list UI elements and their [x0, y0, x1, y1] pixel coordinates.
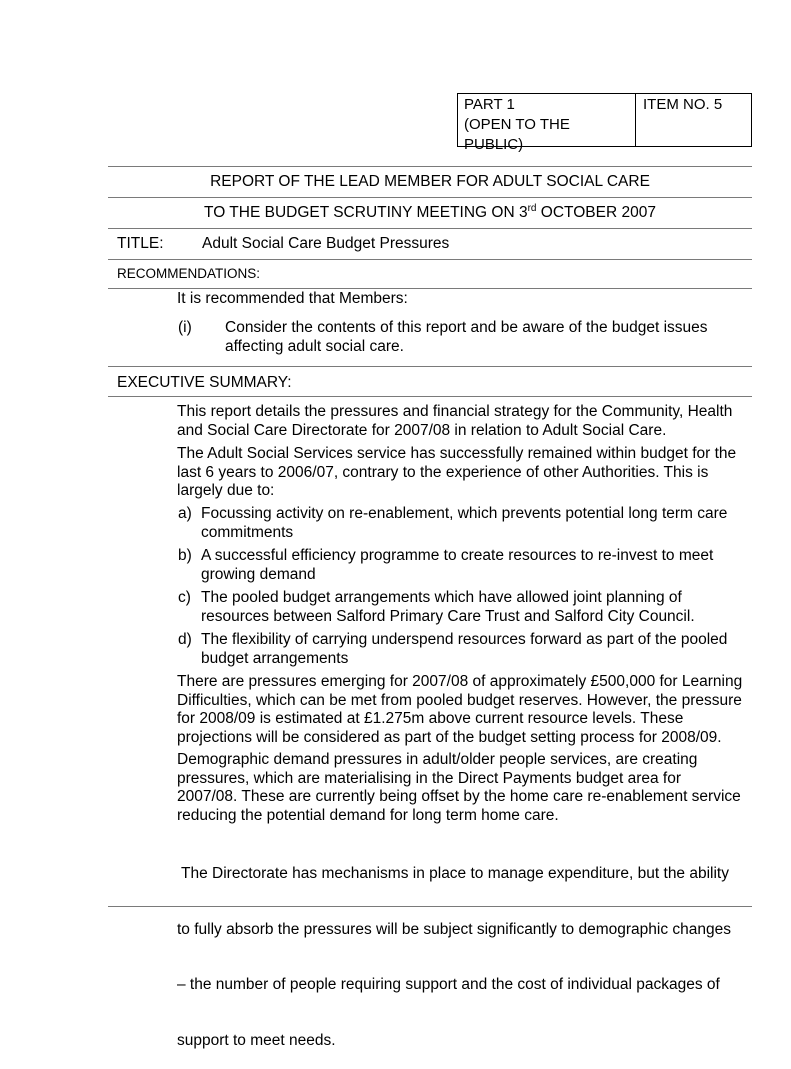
divider [108, 396, 752, 397]
text-line: – the number of people requiring support and the cost of individual packages of [177, 976, 720, 993]
text-line: The pooled budget arrangements which have allowed joint planning of [201, 589, 682, 606]
text-line: reducing the potential demand for long term home care. [177, 806, 559, 824]
text-line: This report details the pressures and financial strategy for the Community, Health [177, 403, 733, 420]
part-line: PART 1 [464, 96, 515, 113]
text-line: affecting adult social care. [225, 337, 404, 355]
text-line: 2007/08. These are currently being offset by the home care re-enablement service [177, 788, 741, 805]
text-line: and Social Care Directorate for 2007/08 in relation to Adult Social Care. [177, 421, 667, 439]
text-line: growing demand [201, 565, 316, 583]
list-text [201, 547, 761, 584]
text-line: resources between Salford Primary Care Trust and Salford City Council. [201, 607, 695, 625]
text-line: Demographic demand pressures in adult/older people services, are creating [177, 751, 698, 768]
text-line: to fully absorb the pressures will be subject significantly to demographic changes [177, 920, 731, 938]
executive-summary-heading: EXECUTIVE SUMMARY: [117, 374, 292, 391]
text-line: support to meet needs. [177, 1031, 336, 1049]
recommendations-heading: RECOMMENDATIONS: [117, 266, 261, 281]
text-line: A successful efficiency programme to create resources to re-invest to meet [201, 547, 714, 564]
divider [108, 166, 752, 167]
divider [108, 259, 752, 260]
text-line: projections will be considered as part of the budget setting process for 2008/09. [177, 728, 722, 746]
title-value: Adult Social Care Budget Pressures [202, 235, 450, 252]
text-line: The Directorate has mechanisms in place to manage expenditure, but the ability [177, 865, 729, 882]
text-line: There are pressures emerging for 2007/08 of approximately £500,000 for Learning [177, 673, 743, 690]
meeting-heading [108, 203, 752, 223]
meeting-sup: rd [527, 202, 537, 214]
summary-paragraph [177, 673, 757, 747]
summary-paragraph [177, 403, 757, 440]
list-label: b) [178, 547, 192, 564]
text-line: Focussing activity on re-enablement, which prevents potential long term care [201, 505, 728, 522]
divider [108, 288, 752, 289]
title-label: TITLE: [117, 235, 164, 252]
divider [108, 906, 752, 907]
summary-paragraph [177, 445, 757, 501]
list-text [201, 505, 761, 542]
divider [108, 366, 752, 367]
list-label: d) [178, 631, 192, 648]
list-text [201, 631, 761, 668]
summary-paragraph [177, 751, 757, 825]
recommendations-intro: It is recommended that Members: [177, 290, 408, 307]
text-line: largely due to: [177, 482, 275, 499]
item-number: ITEM NO. 5 [643, 96, 723, 113]
part-line: PUBLIC) [464, 136, 524, 153]
meeting-prefix: TO THE BUDGET SCRUTINY MEETING ON 3 [204, 204, 528, 221]
header-box [457, 93, 752, 153]
text-line: for 2008/09 is estimated at £1.275m above current resource levels. These [177, 710, 684, 727]
text-line: pressures, which are materialising in the Direct Payments budget area for [177, 769, 681, 787]
part-label [458, 94, 636, 153]
meeting-suffix: OCTOBER 2007 [536, 204, 656, 221]
text-line: last 6 years to 2006/07, contrary to the experience of other Authorities. This is [177, 463, 709, 481]
report-heading: REPORT OF THE LEAD MEMBER FOR ADULT SOCIAL CARE [210, 173, 650, 190]
text-line: budget arrangements [201, 649, 349, 667]
text-line: Difficulties, which can be met from pooled budget reserves. However, the pressure [177, 691, 742, 709]
list-label: a) [178, 505, 192, 522]
summary-paragraph [177, 828, 757, 1069]
text-line: Consider the contents of this report and be aware of the budget issues [225, 319, 708, 336]
recommendation-label: (i) [178, 319, 192, 336]
recommendation-text [225, 319, 785, 356]
text-line: commitments [201, 523, 294, 541]
list-text [201, 589, 761, 626]
list-label: c) [178, 589, 191, 606]
text-line: The flexibility of carrying underspend resources forward as part of the pooled [201, 631, 728, 648]
part-line: (OPEN TO THE [464, 116, 570, 133]
divider [108, 228, 752, 229]
divider [108, 197, 752, 198]
text-line: The Adult Social Services service has successfully remained within budget for the [177, 445, 737, 462]
